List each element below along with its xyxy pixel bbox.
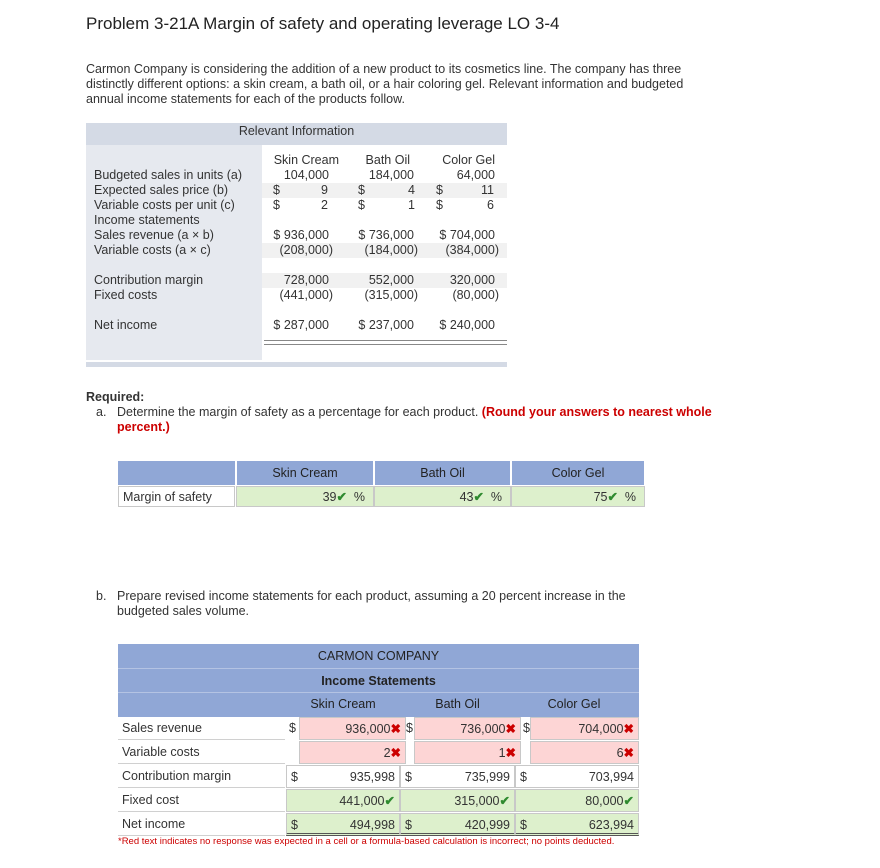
ri-value: 184,000: [368, 168, 414, 182]
requirement-b-text: Prepare revised income statements for each product, assuming a 20 percent increase in the budgeted sales volume.: [117, 589, 626, 618]
mos-input-color-gel[interactable]: [511, 486, 645, 507]
percent-unit: %: [353, 490, 365, 504]
is-dollar: $: [405, 818, 412, 832]
check-icon: ✔: [336, 490, 347, 504]
ri-value: $ 736,000: [358, 228, 414, 242]
ri-value: (384,000): [445, 243, 499, 257]
ri-value: 2: [321, 198, 328, 212]
is-value: 420,999: [464, 818, 510, 832]
is-value: 704,000: [578, 722, 624, 736]
is-input-variable-costs-color-gel[interactable]: [530, 741, 639, 764]
ri-col-header-bath-oil: Bath Oil: [365, 153, 410, 167]
is-input-fixed-cost-color-gel[interactable]: [515, 789, 639, 812]
is-cell-contribution-margin-color-gel: [515, 765, 639, 788]
ri-dollar: $: [436, 183, 443, 197]
ri-value: $ 237,000: [358, 318, 414, 332]
is-value: 494,998: [349, 818, 395, 832]
is-value: 1: [498, 746, 506, 760]
ri-value: 1: [408, 198, 415, 212]
ri-value: 104,000: [283, 168, 329, 182]
ri-label-net-income: Net income: [94, 318, 158, 332]
is-label-variable-costs: Variable costs: [118, 740, 285, 764]
ri-value: 64,000: [456, 168, 495, 182]
is-dollar: $: [291, 770, 298, 784]
ri-value: (441,000): [279, 288, 333, 302]
ri-label-contribution-margin: Contribution margin: [94, 273, 204, 287]
requirement-b-prefix: b.: [96, 589, 107, 603]
is-value: 736,000: [460, 722, 506, 736]
mos-row-label: Margin of safety: [118, 486, 235, 507]
mos-header-skin-cream: Skin Cream: [237, 461, 373, 485]
mos-header-bath-oil: Bath Oil: [375, 461, 510, 485]
is-company-name: CARMON COMPANY: [118, 644, 639, 668]
is-label-sales-revenue: Sales revenue: [118, 716, 285, 740]
check-icon: ✔: [473, 490, 484, 504]
x-icon: ✖: [505, 746, 516, 760]
requirement-a: [96, 405, 716, 435]
is-value: 315,000: [454, 794, 500, 808]
is-input-variable-costs-skin-cream[interactable]: [299, 741, 406, 764]
ri-dollar: $: [358, 183, 365, 197]
ri-label-fixed-costs: Fixed costs: [94, 288, 158, 302]
footnote: *Red text indicates no response was expected in a cell or a formula-based calculation is incorrect; no points deducted.: [118, 836, 615, 847]
is-input-variable-costs-bath-oil[interactable]: [414, 741, 521, 764]
is-input-fixed-cost-skin-cream[interactable]: [286, 789, 400, 812]
is-dollar: $: [520, 818, 527, 832]
is-value: 935,998: [349, 770, 395, 784]
ri-label-income-statements: Income statements: [94, 213, 200, 227]
ri-value: 4: [408, 183, 415, 197]
requirement-a-note: (Round your answers to nearest whole percent.): [117, 405, 712, 434]
page-title: Problem 3-21A Margin of safety and operating leverage LO 3-4: [86, 14, 560, 33]
ri-label-variable-cost-unit: Variable costs per unit (c): [94, 198, 235, 212]
is-cell-contribution-margin-skin-cream: [286, 765, 400, 788]
is-input-fixed-cost-bath-oil[interactable]: [400, 789, 515, 812]
is-value: 80,000: [585, 794, 624, 808]
is-cell-net-income-skin-cream: [286, 813, 400, 836]
ri-label-variable-costs: Variable costs (a × c): [94, 243, 211, 257]
ri-dollar: $: [436, 198, 443, 212]
percent-unit: %: [624, 490, 636, 504]
requirement-b: [96, 589, 676, 619]
x-icon: ✖: [390, 746, 401, 760]
intro-paragraph: Carmon Company is considering the addition of a new product to its cosmetics line. The company has three distinctly different options: a skin cream, a bath oil, or a hair coloring gel. Relevant information and budgeted annual income statements for each of the products follow.: [86, 62, 684, 106]
is-dollar: $: [291, 818, 298, 832]
is-dollar: $: [406, 721, 413, 735]
relevant-info-footer-bar: [86, 362, 507, 367]
mos-header-blank: [118, 461, 235, 485]
x-icon: ✖: [623, 746, 634, 760]
ri-value: $ 240,000: [439, 318, 495, 332]
ri-value: 11: [481, 183, 494, 197]
ri-dollar: $: [358, 198, 365, 212]
x-icon: ✖: [390, 722, 401, 736]
requirement-a-text: Determine the margin of safety as a percentage for each product.: [117, 405, 479, 419]
ri-value: 552,000: [368, 273, 414, 287]
is-input-sales-revenue-color-gel[interactable]: [530, 717, 639, 740]
check-icon: ✔: [384, 794, 395, 808]
ri-value: $ 936,000: [273, 228, 329, 242]
x-icon: ✖: [505, 722, 516, 736]
ri-value: $ 287,000: [273, 318, 329, 332]
is-title: Income Statements: [118, 668, 639, 693]
ri-value: 320,000: [449, 273, 495, 287]
is-cell-net-income-bath-oil: [400, 813, 515, 836]
is-header-color-gel: Color Gel: [547, 697, 601, 711]
relevant-info-header: Relevant Information: [238, 124, 355, 138]
mos-value: 75: [593, 490, 608, 504]
mos-value: 43: [459, 490, 474, 504]
ri-value: (184,000): [364, 243, 418, 257]
is-value: 2: [383, 746, 391, 760]
ri-value: 728,000: [283, 273, 329, 287]
ri-col-header-color-gel: Color Gel: [442, 153, 495, 167]
ri-value: 6: [487, 198, 494, 212]
is-dollar: $: [520, 770, 527, 784]
ri-label-sales-price: Expected sales price (b): [94, 183, 229, 197]
double-underline: [264, 340, 507, 345]
ri-col-header-skin-cream: Skin Cream: [273, 153, 339, 167]
is-value: 623,994: [588, 818, 634, 832]
check-icon: ✔: [499, 794, 510, 808]
mos-input-skin-cream[interactable]: [236, 486, 374, 507]
mos-header-color-gel: Color Gel: [512, 461, 644, 485]
ri-label-sales-revenue: Sales revenue (a × b): [94, 228, 214, 242]
ri-value: (315,000): [364, 288, 418, 302]
mos-value: 39: [322, 490, 337, 504]
is-value: 6: [616, 746, 624, 760]
ri-dollar: $: [273, 198, 280, 212]
is-value: 936,000: [345, 722, 391, 736]
is-label-contribution-margin: Contribution margin: [118, 764, 285, 788]
is-header-bath-oil: Bath Oil: [435, 697, 480, 711]
ri-value: 9: [321, 183, 328, 197]
is-dollar: $: [289, 721, 296, 735]
check-icon: ✔: [607, 490, 618, 504]
is-cell-net-income-color-gel: [515, 813, 639, 836]
ri-value: (80,000): [452, 288, 499, 302]
check-icon: ✔: [623, 794, 634, 808]
ri-label-budgeted-units: Budgeted sales in units (a): [94, 168, 243, 182]
is-value: 441,000: [339, 794, 385, 808]
is-value: 703,994: [588, 770, 634, 784]
mos-input-bath-oil[interactable]: [374, 486, 511, 507]
is-value: 735,999: [464, 770, 510, 784]
is-cell-contribution-margin-bath-oil: [400, 765, 515, 788]
ri-value: $ 704,000: [439, 228, 495, 242]
is-dollar: $: [523, 721, 530, 735]
is-header-skin-cream: Skin Cream: [310, 697, 376, 711]
percent-unit: %: [490, 490, 502, 504]
is-dollar: $: [405, 770, 412, 784]
ri-dollar: $: [273, 183, 280, 197]
is-input-sales-revenue-bath-oil[interactable]: [414, 717, 521, 740]
is-input-sales-revenue-skin-cream[interactable]: [299, 717, 406, 740]
requirement-a-prefix: a.: [96, 405, 107, 419]
is-label-fixed-cost: Fixed cost: [118, 788, 285, 812]
x-icon: ✖: [623, 722, 634, 736]
ri-value: (208,000): [279, 243, 333, 257]
is-label-net-income: Net income: [118, 812, 285, 836]
required-heading: Required:: [86, 390, 145, 404]
